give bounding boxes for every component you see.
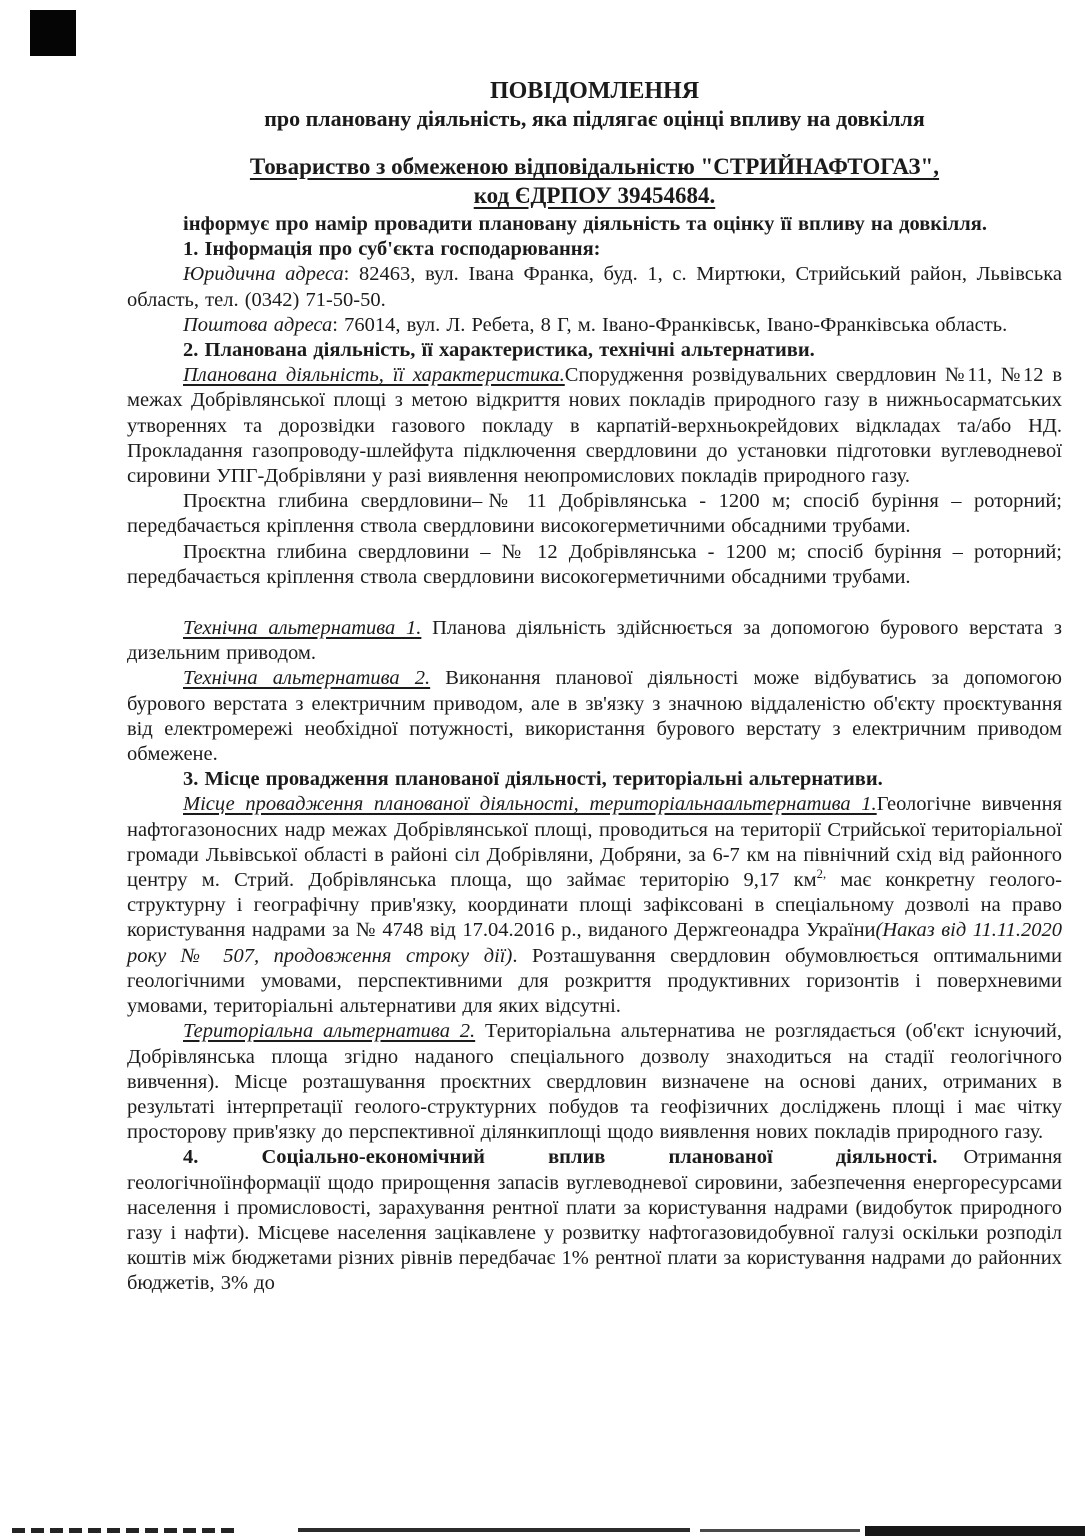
text-segment-iu: Технічна альтернатива 2.: [183, 667, 431, 690]
well-12-paragraph: [127, 540, 1062, 590]
text-segment-sup: 2,: [816, 867, 827, 882]
text-segment-r: . Розташування свердловин обумовлюється оптимальними геологічними умовами, перспективними для розкриття продуктивних горизонтів і поверхневими умовами, територіальні альтернативи для яких відсутні.: [127, 944, 1062, 1018]
text-segment-b: 1. Інформація про суб'єкта господарювання:: [183, 238, 601, 261]
document-body: [127, 212, 1062, 1297]
technical-alternative-1-paragraph: [127, 616, 1062, 666]
document-subtitle: про плановану діяльність, яка підлягає оцінці впливу на довкілля: [264, 106, 925, 131]
territorial-alternative-1-paragraph: [127, 792, 1062, 1019]
text-segment-r: Територіальна альтернатива не розглядається (об'єкт існуючий, Добрівлянська площа згідно наданого спеціального дозволу знаходиться на стадії геологічного вивчення). Місце розташування проєктних свердловин визначене на основі даних, отриманих в результаті інтерпретації геолого-структурних побудов та геофізичних досліджень площі і має чітку просторову прив'язку до перспективної ділянкиплощі щодо виявлення нових покладів природного газу.: [127, 1020, 1062, 1144]
text-segment-r: має конкретну геолого-структурну і географічну прив'язку, координати площі зафіксовані в спеціальному дозволі на право користування надрами за № 4748 від 17.04.2016 р., виданого Держгеонадра України: [127, 869, 1063, 942]
text-segment-b: інформує про намір провадити плановану діяльність та оцінку її впливу на довкілля.: [183, 213, 987, 235]
heading-3: [127, 767, 1062, 792]
section-4-paragraph: [127, 1145, 1062, 1296]
text-segment-i: Поштова адреса: [183, 313, 333, 336]
scan-artifact-dashed-line: [12, 1528, 238, 1533]
text-segment-iu: Планована діяльність, її характеристика.: [183, 364, 565, 387]
text-segment-iu: Місце провадження планованої діяльності, територіальнаальтернатива 1.: [183, 793, 877, 816]
text-segment-r: Проєктна глибина свердловини–№ 11 Добрівлянська - 1200 м; спосіб буріння – роторний; передбачається кріплення ствола свердловини високогерметичними обсадними трубами.: [127, 490, 1062, 538]
text-segment-r: Проєктна глибина свердловини – № 12 Добрівлянська - 1200 м; спосіб буріння – роторний; передбачається кріплення ствола свердловини високогерметичними обсадними трубами.: [127, 540, 1062, 588]
heading-2: [127, 338, 1062, 363]
intro-paragraph: [127, 212, 1062, 237]
text-segment-r: Геологічне вивчення нафтогазоносних надр межах Добрівлянської площі, проводиться на території Стрийської територіальної громади Львівської області в районі сіл Добрівляни, Добряни, за 6-7 км на північний схід від районного центру м. Стрий. Добрівлянська площа, що займає територію 9,17 км: [127, 793, 1062, 892]
text-segment-iu: Технічна альтернатива 1.: [183, 617, 422, 640]
text-segment-r: Спорудження розвідувальних свердловин №11, №12 в межах Добрівлянської площі з метою відкриття нових покладів природного газу в нижньосарматських утвореннях та дорозвідки газового покладу в карпатій-верхньокрейдових відкладах та/або НД. Прокладання газопроводу-шлейфута підключення свердловини до установки підготовки вуглеводневої сировини УПГ-Добрівляни у разі виявлення неюпромислових покладів природного газу.: [127, 364, 1062, 488]
text-segment-b: 3. Місце провадження планованої діяльності, територіальні альтернативи.: [183, 768, 883, 791]
company-code-line: код ЄДРПОУ 39454684.: [473, 183, 716, 208]
text-segment-r: Виконання планової діяльності може відбуватись за допомогою бурового верстата з електричним приводом, але в зв'язку з значною віддаленістю об'єкту проєктування від електромережі необхідної потужності, використання бурового верстату з електричним приводом обмежене.: [127, 667, 1062, 766]
text-segment-r: : 82463, вул. Івана Франка, буд. 1, с. Миртюки, Стрийський район, Львівська область, тел. (0342) 71-50-50.: [127, 263, 1062, 311]
text-segment-i: (Наказ від 11.11.2020 року № 507, продовження строку дії): [127, 919, 1062, 967]
postal-address-paragraph: [127, 313, 1062, 338]
text-segment-r: : 76014, вул. Л. Ребета, 8 Г, м. Івано-Франківськ, Івано-Франківська область.: [332, 313, 1008, 336]
company-block: [127, 152, 1062, 210]
scan-artifact-solid-line: [298, 1528, 690, 1532]
scan-artifact-thick-line: [865, 1526, 1085, 1536]
technical-alternative-2-paragraph: [127, 666, 1062, 767]
legal-address-paragraph: [127, 262, 1062, 312]
text-segment-b: 2. Планована діяльність, її характеристика, технічні альтернативи.: [183, 339, 815, 362]
company-name-line: Товариство з обмеженою відповідальністю "СТРИЙНАФТОГАЗ",: [249, 154, 940, 179]
text-segment-iu: Територіальна альтернатива 2.: [183, 1020, 476, 1043]
scan-artifact-bottom-edge: [0, 1522, 1085, 1536]
text-segment-i: Юридична адреса: [183, 263, 344, 286]
scan-artifact-thin-line: [700, 1529, 860, 1532]
text-segment-r: Планова діяльність здійснюється за допомогою бурового верстата з дизельним приводом.: [127, 617, 1062, 665]
planned-activity-paragraph: [127, 363, 1062, 489]
territorial-alternative-2-paragraph: [127, 1019, 1062, 1145]
document-title: ПОВІДОМЛЕННЯ: [489, 78, 700, 104]
heading-1: [127, 237, 1062, 262]
well-11-paragraph: [127, 489, 1062, 539]
text-segment-bw: 4. Соціально-економічний вплив планованої діяльності.: [183, 1146, 938, 1169]
text-segment-r: Отримання геологічноїінформації щодо прирощення запасів вуглеводневої сировини, забезпечення енергоресурсами населення і промисловості, зарахування рентної плати за користування надрами (видобуток природного газу і нафти). Місцеве населення зацікавлене у розвитку нафтогазовидобувної галузі оскільки розподіл коштів між бюджетами різних рівнів передбачає 1% рентної плати за користування надрами до районних бюджетів, 3% до: [127, 1146, 1062, 1295]
